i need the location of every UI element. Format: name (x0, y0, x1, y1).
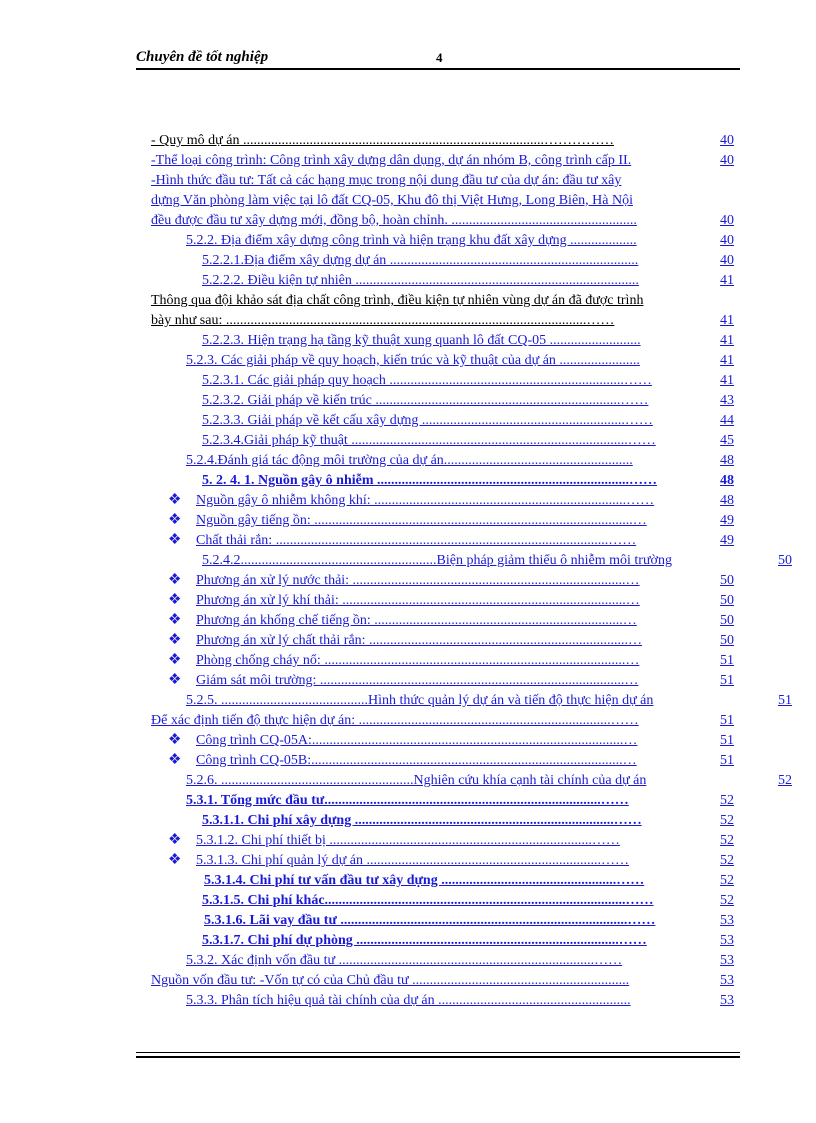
toc-page-number[interactable]: 50 (778, 553, 792, 568)
diamond-bullet-icon: ❖ (168, 832, 182, 848)
toc-page-number[interactable]: 40 (720, 133, 734, 148)
toc-entry[interactable]: 5.3.1.3. Chi phí quản lý dự án ...................................................................…… (196, 853, 630, 868)
footer-divider (136, 1056, 740, 1058)
toc-entry[interactable]: Phòng chống cháy nổ: ......................................................................................… (196, 653, 640, 668)
toc-entry[interactable]: 5.2.3.4.Giải pháp kỹ thuật ...............................................................................…… (202, 433, 656, 448)
toc-page-number[interactable]: 40 (720, 153, 734, 168)
toc-entry[interactable]: - Quy mô dự án ......................................................................................…………… (151, 133, 614, 148)
toc-page-number[interactable]: 48 (720, 453, 734, 468)
toc-entry[interactable]: 5.2.3.3. Giải pháp về kết cấu xây dựng ..........................................................…… (202, 413, 653, 428)
toc-page-number[interactable]: 52 (720, 873, 734, 888)
page-number: 4 (436, 50, 443, 65)
diamond-bullet-icon: ❖ (168, 592, 182, 608)
toc-page-number[interactable]: 52 (778, 773, 792, 788)
footer-divider (136, 1052, 740, 1053)
toc-entry[interactable]: 5.3.1.6. Lãi vay đầu tư ..................................................................................…… (204, 913, 656, 928)
toc-page-number[interactable]: 48 (720, 493, 734, 508)
document-title: Chuyên đề tốt nghiệp (136, 49, 269, 65)
toc-page-number[interactable]: 52 (720, 833, 734, 848)
diamond-bullet-icon: ❖ (168, 492, 182, 508)
toc-entry[interactable]: Nguồn gây tiếng ồn: ...........................................................................................… (196, 513, 647, 528)
toc-entry[interactable]: Chất thải rắn: ...............................................................................................…… (196, 533, 637, 548)
toc-page-number[interactable]: 43 (720, 393, 734, 408)
toc-page-number[interactable]: 52 (720, 813, 734, 828)
toc-page-number[interactable]: 41 (720, 353, 734, 368)
diamond-bullet-icon: ❖ (168, 732, 182, 748)
toc-page-number[interactable]: 48 (720, 473, 734, 488)
toc-page-number[interactable]: 51 (720, 673, 734, 688)
diamond-bullet-icon: ❖ (168, 652, 182, 668)
toc-page-number[interactable]: 53 (720, 933, 734, 948)
toc-page-number[interactable]: 49 (720, 533, 734, 548)
toc-page-number[interactable]: 50 (720, 573, 734, 588)
toc-entry[interactable]: 5.2.2.1.Địa điểm xây dựng dự án ....................................................................... (202, 253, 639, 268)
toc-page-number[interactable]: 53 (720, 953, 734, 968)
toc-entry[interactable]: Phương án xử lý nước thải: ..............................................................................… (196, 573, 640, 588)
toc-entry[interactable]: Công trình CQ-05A:.........................................................................................… (196, 733, 638, 748)
toc-entry[interactable]: 5.2.4.Đánh giá tác động môi trường của dự án...................................................... (186, 453, 633, 468)
diamond-bullet-icon: ❖ (168, 672, 182, 688)
toc-entry[interactable]: 5.2.5. ..........................................Hình thức quản lý dự án và tiến độ thực hiện dự án (186, 693, 654, 708)
toc-page-number[interactable]: 44 (720, 413, 734, 428)
toc-entry[interactable]: 5.2.3.1. Các giải pháp quy hoạch ...................................................................…… (202, 373, 652, 388)
toc-page-number[interactable]: 50 (720, 593, 734, 608)
toc-entry[interactable]: 5.2.3.2. Giải pháp về kiến trúc ......................................................................…… (202, 393, 649, 408)
toc-entry[interactable]: 5.3.1.4. Chi phí tư vấn đầu tư xây dựng ..................................................…… (204, 873, 645, 888)
toc-entry[interactable]: -Hình thức đầu tư: Tất cả các hạng mục trong nội dung đầu tư của dự án: đầu tư xây (151, 173, 622, 188)
toc-entry[interactable]: 5.3.2. Xác định vốn đầu tư .........................................................................…… (186, 953, 623, 968)
toc-entry[interactable]: 5.2.2.2. Điều kiện tự nhiên ................................................................................. (202, 273, 639, 288)
toc-page-number[interactable]: 41 (720, 373, 734, 388)
toc-page-number[interactable]: 40 (720, 233, 734, 248)
toc-entry[interactable]: 5.3.1. Tổng mức đầu tư...............................................................................…… (186, 793, 629, 808)
toc-page-number[interactable]: 51 (720, 713, 734, 728)
toc-entry[interactable]: Nguồn gây ô nhiễm không khí: ........................................................................…… (196, 493, 655, 508)
diamond-bullet-icon: ❖ (168, 632, 182, 648)
toc-page-number[interactable]: 41 (720, 333, 734, 348)
toc-entry[interactable]: 5.2.6. .......................................................Nghiên cứu khía cạnh tài chính của dự án (186, 773, 647, 788)
diamond-bullet-icon: ❖ (168, 852, 182, 868)
toc-entry[interactable]: -Thể loại công trình: Công trình xây dựng dân dụng, dự án nhóm B, công trình cấp II. (151, 153, 632, 168)
diamond-bullet-icon: ❖ (168, 512, 182, 528)
diamond-bullet-icon: ❖ (168, 752, 182, 768)
toc-entry[interactable]: 5. 2. 4. 1. Nguồn gây ô nhiễm ........................................................................…… (202, 473, 658, 488)
diamond-bullet-icon: ❖ (168, 572, 182, 588)
toc-entry[interactable]: Phương án khống chế tiếng ồn: .......................................................................… (196, 613, 637, 628)
toc-page-number[interactable]: 52 (720, 893, 734, 908)
toc-entry[interactable]: 5.2.3. Các giải pháp về quy hoạch, kiến trúc và kỹ thuật của dự án ....................... (186, 353, 640, 368)
toc-page-number[interactable]: 53 (720, 973, 734, 988)
toc-entry[interactable]: 5.3.1.5. Chi phí khác......................................................................................…… (202, 893, 654, 908)
toc-page-number[interactable]: 41 (720, 313, 734, 328)
toc-entry[interactable]: 5.3.1.1. Chi phí xây dựng ..........................................................................…… (202, 813, 642, 828)
toc-entry[interactable]: 5.3.1.2. Chi phí thiết bị ...........................................................................…… (196, 833, 620, 848)
toc-entry[interactable]: 5.3.3. Phân tích hiệu quả tài chính của dự án ....................................................... (186, 993, 631, 1008)
toc-entry[interactable]: 5.2.2.3. Hiện trạng hạ tầng kỹ thuật xung quanh lô đất CQ-05 .......................... (202, 333, 641, 348)
toc-page-number[interactable]: 53 (720, 913, 734, 928)
toc-page-number[interactable]: 51 (720, 753, 734, 768)
toc-page-number[interactable]: 49 (720, 513, 734, 528)
toc-page-number[interactable]: 40 (720, 253, 734, 268)
toc-entry[interactable]: Phương án xử lý khí thải: .................................................................................… (196, 593, 640, 608)
toc-page-number[interactable]: 50 (720, 613, 734, 628)
toc-entry[interactable]: Nguồn vốn đầu tư: -Vốn tự có của Chủ đầu tư .............................................................. (151, 973, 630, 988)
toc-entry[interactable]: bày như sau: .......................................................................................................…… (151, 313, 615, 328)
toc-page-number[interactable]: 40 (720, 213, 734, 228)
toc-entry[interactable]: Thông qua đội khảo sát địa chất công trình, điều kiện tự nhiên vùng dự án đã được trình (151, 293, 644, 308)
toc-entry[interactable]: dựng Văn phòng làm việc tại lô đất CQ-05, Khu đô thị Việt Hưng, Long Biên, Hà Nội (151, 193, 633, 208)
toc-page-number[interactable]: 52 (720, 793, 734, 808)
toc-page-number[interactable]: 51 (720, 733, 734, 748)
toc-entry[interactable]: 5.3.1.7. Chi phí dự phòng ...........................................................................…… (202, 933, 647, 948)
toc-page-number[interactable]: 52 (720, 853, 734, 868)
toc-page-number[interactable]: 53 (720, 993, 734, 1008)
diamond-bullet-icon: ❖ (168, 612, 182, 628)
toc-page-number[interactable]: 41 (720, 273, 734, 288)
toc-page-number[interactable]: 51 (720, 653, 734, 668)
diamond-bullet-icon: ❖ (168, 532, 182, 548)
toc-page-number[interactable]: 45 (720, 433, 734, 448)
toc-entry[interactable]: Giám sát môi trường: .......................................................................................… (196, 673, 639, 688)
toc-page-number[interactable]: 50 (720, 633, 734, 648)
toc-entry[interactable]: Để xác định tiến độ thực hiện dự án: ........................................................................…… (151, 713, 639, 728)
toc-entry[interactable]: 5.2.2. Địa điểm xây dựng công trình và hiện trạng khu đất xây dựng ................... (186, 233, 637, 248)
toc-entry[interactable]: Phương án xử lý chất thải rắn: ..........................................................................… (196, 633, 643, 648)
toc-page-number[interactable]: 51 (778, 693, 792, 708)
toc-entry[interactable]: Công trình CQ-05B:.........................................................................................… (196, 753, 637, 768)
toc-entry[interactable]: đều được đầu tư xây dựng mới, đồng bộ, hoàn chỉnh. ..................................................... (151, 213, 637, 228)
toc-entry[interactable]: 5.2.4.2........................................................Biện pháp giảm thiểu ô nhiễm môi trường (202, 553, 672, 568)
